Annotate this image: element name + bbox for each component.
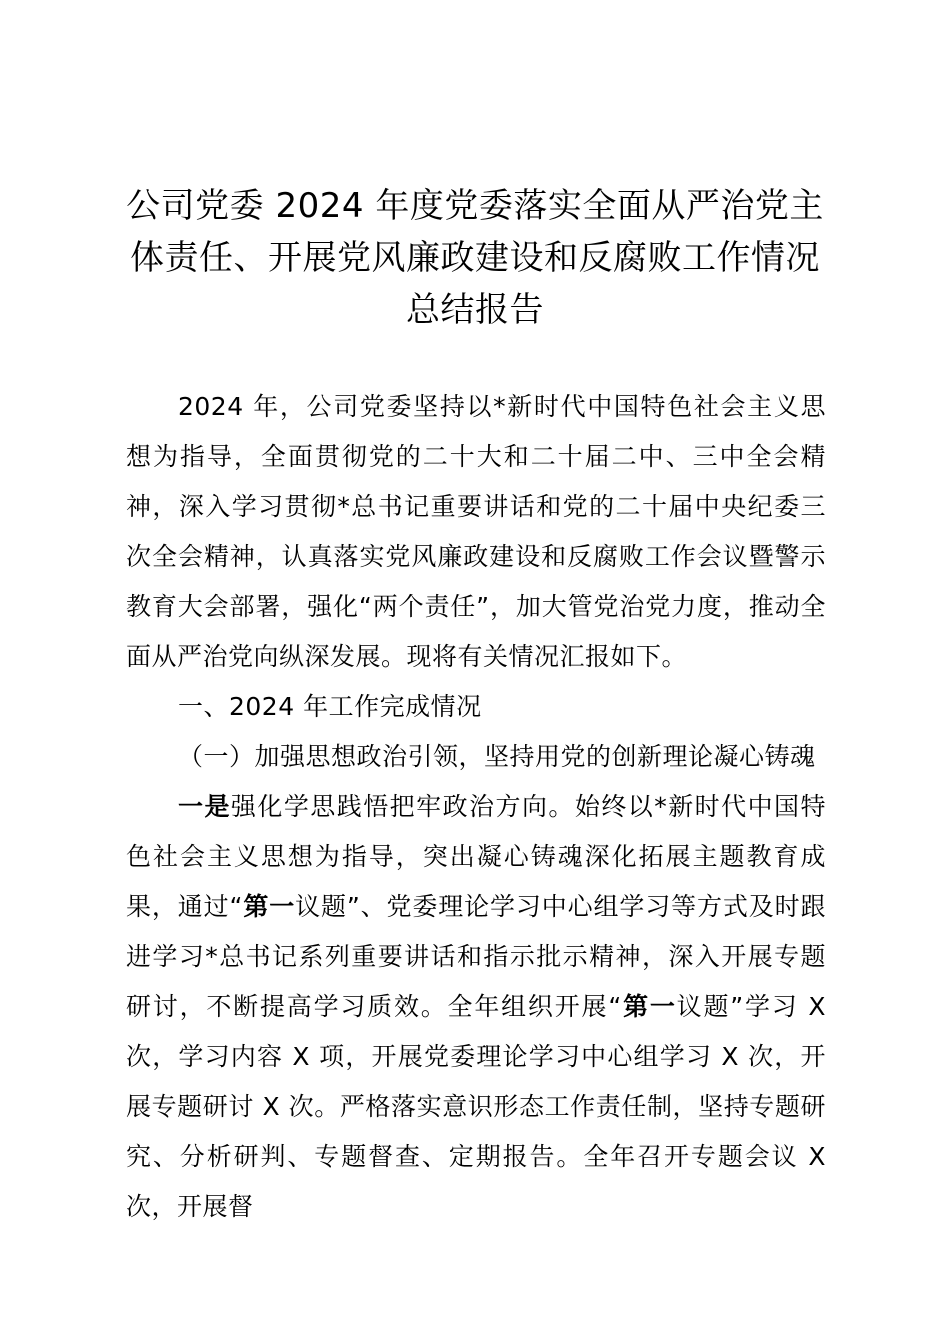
title-line-1: 公司党委 2024 年度党委落实全面从严治党主 xyxy=(126,186,824,226)
point-bold-b: 第一 xyxy=(621,992,677,1021)
point-text-c: 议题”学习 X 次，学习内容 X 项，开展党委理论学习中心组学习 X 次，开展专题研讨 X 次。严格落实意识形态工作责任制，坚持专题研究、分析研判、专题督查、定期报告。全年召开专题会议 X 次，开展督 xyxy=(126,992,826,1221)
document-title xyxy=(110,180,840,336)
title-line-3: 总结报告 xyxy=(406,290,544,330)
point-text-b: 议题”、党委理论学习中心组学习等方式及时跟进学习*总书记系列重要讲话和指示批示精神，深入开展专题研讨，不断提高学习质效。全年组织开展“ xyxy=(126,892,826,1021)
title-line-2: 体责任、开展党风廉政建设和反腐败工作情况 xyxy=(130,238,820,278)
point-lead: 一是 xyxy=(178,792,231,821)
point-paragraph-1 xyxy=(126,782,826,1232)
point-text-a: 强化学思践悟把牢政治方向。始终以*新时代中国特色社会主义思想为指导，突出凝心铸魂深化拓展主题教育成果，通过“ xyxy=(126,792,826,921)
subsection-heading-1: （一）加强思想政治引领，坚持用党的创新理论凝心铸魂 xyxy=(178,742,816,771)
point-bold-a: 第一 xyxy=(242,892,296,921)
document-body xyxy=(126,382,826,1232)
intro-paragraph: 2024 年，公司党委坚持以*新时代中国特色社会主义思想为指导，全面贯彻党的二十大和二十届二中、三中全会精神，深入学习贯彻*总书记重要讲话和党的二十届中央纪委三次全会精神，认真落实党风廉政建设和反腐败工作会议暨警示教育大会部署，强化“两个责任”，加大管党治党力度，推动全面从严治党向纵深发展。现将有关情况汇报如下。 xyxy=(126,392,826,671)
section-heading-1: 一、2024 年工作完成情况 xyxy=(178,692,482,721)
